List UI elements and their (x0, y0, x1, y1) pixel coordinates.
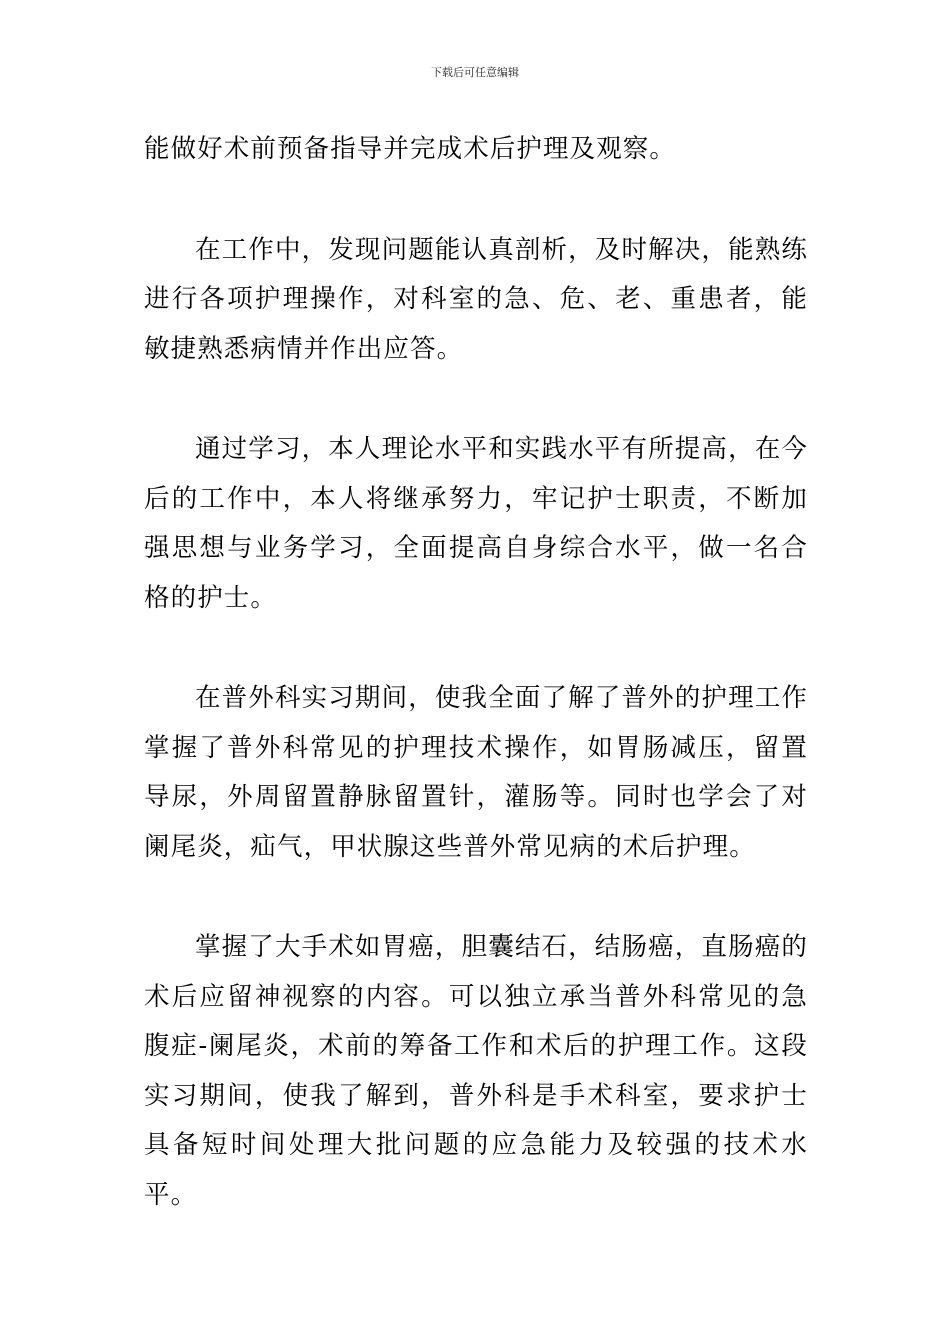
page-header-note: 下载后可任意编辑 (431, 66, 519, 79)
paragraph-continuation: 能做好术前预备指导并完成术后护理及观察。 (144, 134, 677, 164)
document-body (144, 125, 808, 1271)
paragraph-general-surgery-internship: 在普外科实习期间，使我全面了解了普外的护理工作掌握了普外科常见的护理技术操作，如胃肠减压，留置导尿，外周留置静脉留置针，灌肠等。同时也学会了对阑尾炎，疝气，甲状腺这些普外常见病的术后护理。 (144, 683, 808, 862)
paragraph-major-surgery-care: 掌握了大手术如胃癌，胆囊结石，结肠癌，直肠癌的术后应留神视察的内容。可以独立承当普外科常见的急腹症-阑尾炎，术前的筹备工作和术后的护理工作。这段实习期间，使我了解到，普外科是手术科室，要求护士具备短时间处理大批问题的应急能力及较强的技术水平。 (144, 932, 808, 1210)
paragraph-study-improvement: 通过学习，本人理论水平和实践水平有所提高，在今后的工作中，本人将继承努力，牢记护士职责，不断加强思想与业务学习，全面提高自身综合水平，做一名合格的护士。 (144, 434, 808, 613)
paragraph-work-performance: 在工作中，发现问题能认真剖析，及时解决，能熟练进行各项护理操作，对科室的急、危、老、重患者，能敏捷熟悉病情并作出应答。 (144, 234, 808, 364)
